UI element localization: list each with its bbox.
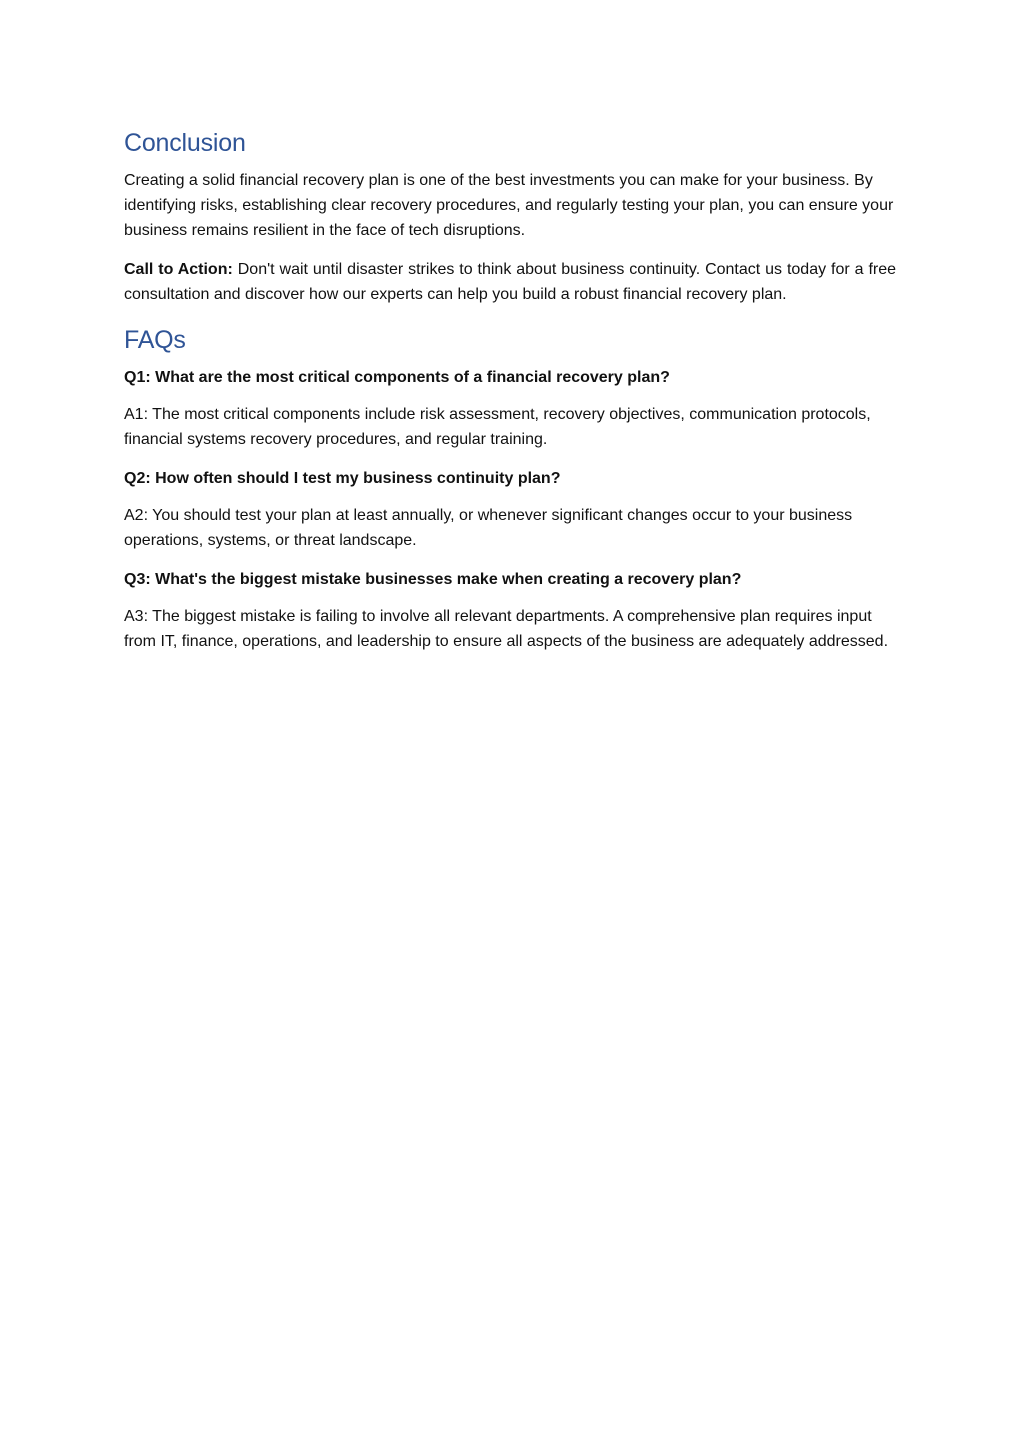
faq-question-2: Q2: How often should I test my business continuity plan?	[124, 470, 561, 487]
call-to-action-text: Don't wait until disaster strikes to think about business continuity. Contact us today for a free consultation and discover how our experts can help you build a robust financial recovery plan.	[124, 261, 897, 303]
faq-answer-1: A1: The most critical components include risk assessment, recovery objectives, communication protocols, financial systems recovery procedures, and regular training.	[124, 406, 871, 448]
faq-answer-2: A2: You should test your plan at least annually, or whenever significant changes occur to your business operations, systems, or threat landscape.	[124, 507, 853, 549]
conclusion-heading: Conclusion	[124, 129, 246, 157]
conclusion-paragraph: Creating a solid financial recovery plan is one of the best investments you can make for your business. By identifying risks, establishing clear recovery procedures, and regularly testing your plan, you can ensure your business remains resilient in the face of tech disruptions.	[124, 172, 894, 239]
faq-answer-3: A3: The biggest mistake is failing to involve all relevant departments. A comprehensive plan requires input from IT, finance, operations, and leadership to ensure all aspects of the business are adequately addressed.	[124, 608, 889, 650]
faqs-heading: FAQs	[124, 326, 186, 354]
call-to-action-paragraph	[124, 257, 896, 307]
call-to-action-label: Call to Action:	[124, 261, 233, 278]
faq-question-1: Q1: What are the most critical components of a financial recovery plan?	[124, 369, 670, 386]
faq-question-3: Q3: What's the biggest mistake businesses make when creating a recovery plan?	[124, 571, 742, 588]
document-page	[124, 126, 896, 668]
